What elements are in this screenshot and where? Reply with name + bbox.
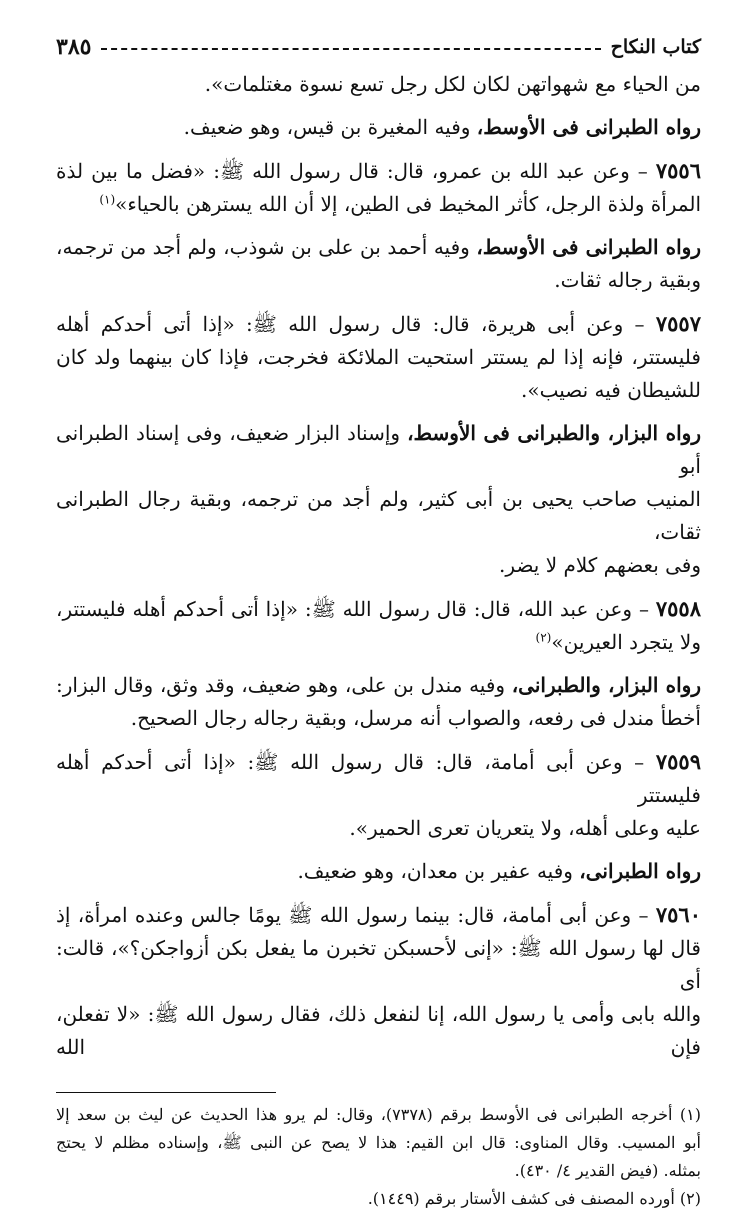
- text-line: المرأة ولذة الرجل، كأثر المخيط فى الطين، إلا أن الله يسترهن بالحياء»$^{(١)}$: [99, 192, 701, 216]
- text-line: وبقية رجاله ثقات.: [554, 268, 701, 292]
- footnote-1-cont: بمثله. (فيض القدير ٤/ ٤٣٠).: [514, 1161, 701, 1180]
- hadith-grading: رواه الطبرانى فى الأوسط، وفيه المغيرة بن قيس، وهو ضعيف.: [183, 115, 701, 139]
- hadith-number: ٧٥٥٦: [655, 158, 701, 183]
- header-dashed-rule: [101, 48, 600, 50]
- hadith-grading: رواه الطبرانى، وفيه عفير بن معدان، وهو ضعيف.: [297, 859, 701, 883]
- hadith-grading: رواه الطبرانى فى الأوسط، وفيه أحمد بن على بن شوذب، ولم أجد من ترجمه،: [56, 235, 701, 259]
- text-line: عليه وعلى أهله، ولا يتعريان تعرى الحمير».: [349, 816, 701, 840]
- page-number: ٣٨٥: [56, 34, 92, 60]
- book-page: [56, 30, 702, 1208]
- text-line: قال لها رسول الله ﷺ: «إنى لأحسبكن تخبرن ما يفعل بكن أزواجكن؟»، قالت: أى: [56, 936, 701, 993]
- text-line: فليستتر، فإنه إذا لم يستتر استحيت الملائكة فخرجت، فإذا كان بينهما ولد كان: [56, 345, 701, 369]
- hadith-7557: ٧٥٥٧ – وعن أبى هريرة، قال: قال رسول الله ﷺ: «إذا أتى أحدكم أهله: [56, 311, 701, 336]
- hadith-7559: ٧٥٥٩ – وعن أبى أمامة، قال: قال رسول الله ﷺ: «إذا أتى أحدكم أهله فليستتر: [56, 749, 701, 807]
- footnote-separator: [56, 1092, 276, 1093]
- hadith-7556: ٧٥٥٦ – وعن عبد الله بن عمرو، قال: قال رسول الله ﷺ: «فضل ما بين لذة: [56, 158, 701, 183]
- text-line: للشيطان فيه نصيب».: [521, 378, 701, 402]
- hadith-grading: رواه البزار، والطبرانى فى الأوسط، وإسناد البزار ضعيف، وفى إسناد الطبرانى أبو: [56, 421, 701, 478]
- text-line: أخطأ مندل فى رفعه، والصواب أنه مرسل، وبقية رجاله رجال الصحيح.: [130, 706, 701, 730]
- hadith-7558: ٧٥٥٨ – وعن عبد الله، قال: قال رسول الله ﷺ: «إذا أتى أحدكم أهله فليستتر،: [56, 596, 701, 621]
- text-line: المنيب صاحب يحيى بن أبى كثير، ولم أجد من ترجمه، وبقية رجال الطبرانى ثقات،: [56, 487, 701, 544]
- text-line: والله بابى وأمى يا رسول الله، إنا لنفعل ذلك، فقال رسول الله ﷺ: «لا تفعلن، فإن الله: [56, 1002, 701, 1059]
- footnote-ref: (٢): [535, 630, 552, 645]
- book-title: كتاب النكاح: [610, 36, 701, 58]
- page-header: [56, 30, 701, 64]
- footnote-ref: (١): [99, 192, 116, 207]
- hadith-number: ٧٥٥٧: [655, 311, 701, 336]
- hadith-number: ٧٥٥٨: [655, 596, 701, 621]
- hadith-7560: ٧٥٦٠ – وعن أبى أمامة، قال: بينما رسول الله ﷺ يومًا جالس وعنده امرأة، إذ: [56, 902, 701, 927]
- hadith-grading: رواه البزار، والطبرانى، وفيه مندل بن على، وهو ضعيف، وقد وثق، وقال البزار:: [56, 673, 701, 697]
- hadith-number: ٧٥٦٠: [655, 902, 701, 927]
- footnote-1-cont: أبو المسيب. وقال المناوى: قال ابن القيم: هذا لا يصح عن النبى ﷺ، وإسناده مظلم لا يحتج: [56, 1133, 701, 1152]
- text-line: وفى بعضهم كلام لا يضر.: [499, 553, 701, 577]
- footnote-2: (٢) أورده المصنف فى كشف الأستار برقم (١٤٤٩).: [367, 1189, 701, 1208]
- hadith-number: ٧٥٥٩: [655, 749, 701, 774]
- text-line: من الحياء مع شهواتهن لكان لكل رجل تسع نسوة مغتلمات».: [204, 72, 701, 96]
- footnote-1: (١) أخرجه الطبرانى فى الأوسط برقم (٧٣٧٨)، وقال: لم يرو هذا الحديث عن ليث بن سعد إلا: [56, 1105, 702, 1124]
- text-line: ولا يتجرد العيرين»$^{(٢)}$: [535, 630, 701, 654]
